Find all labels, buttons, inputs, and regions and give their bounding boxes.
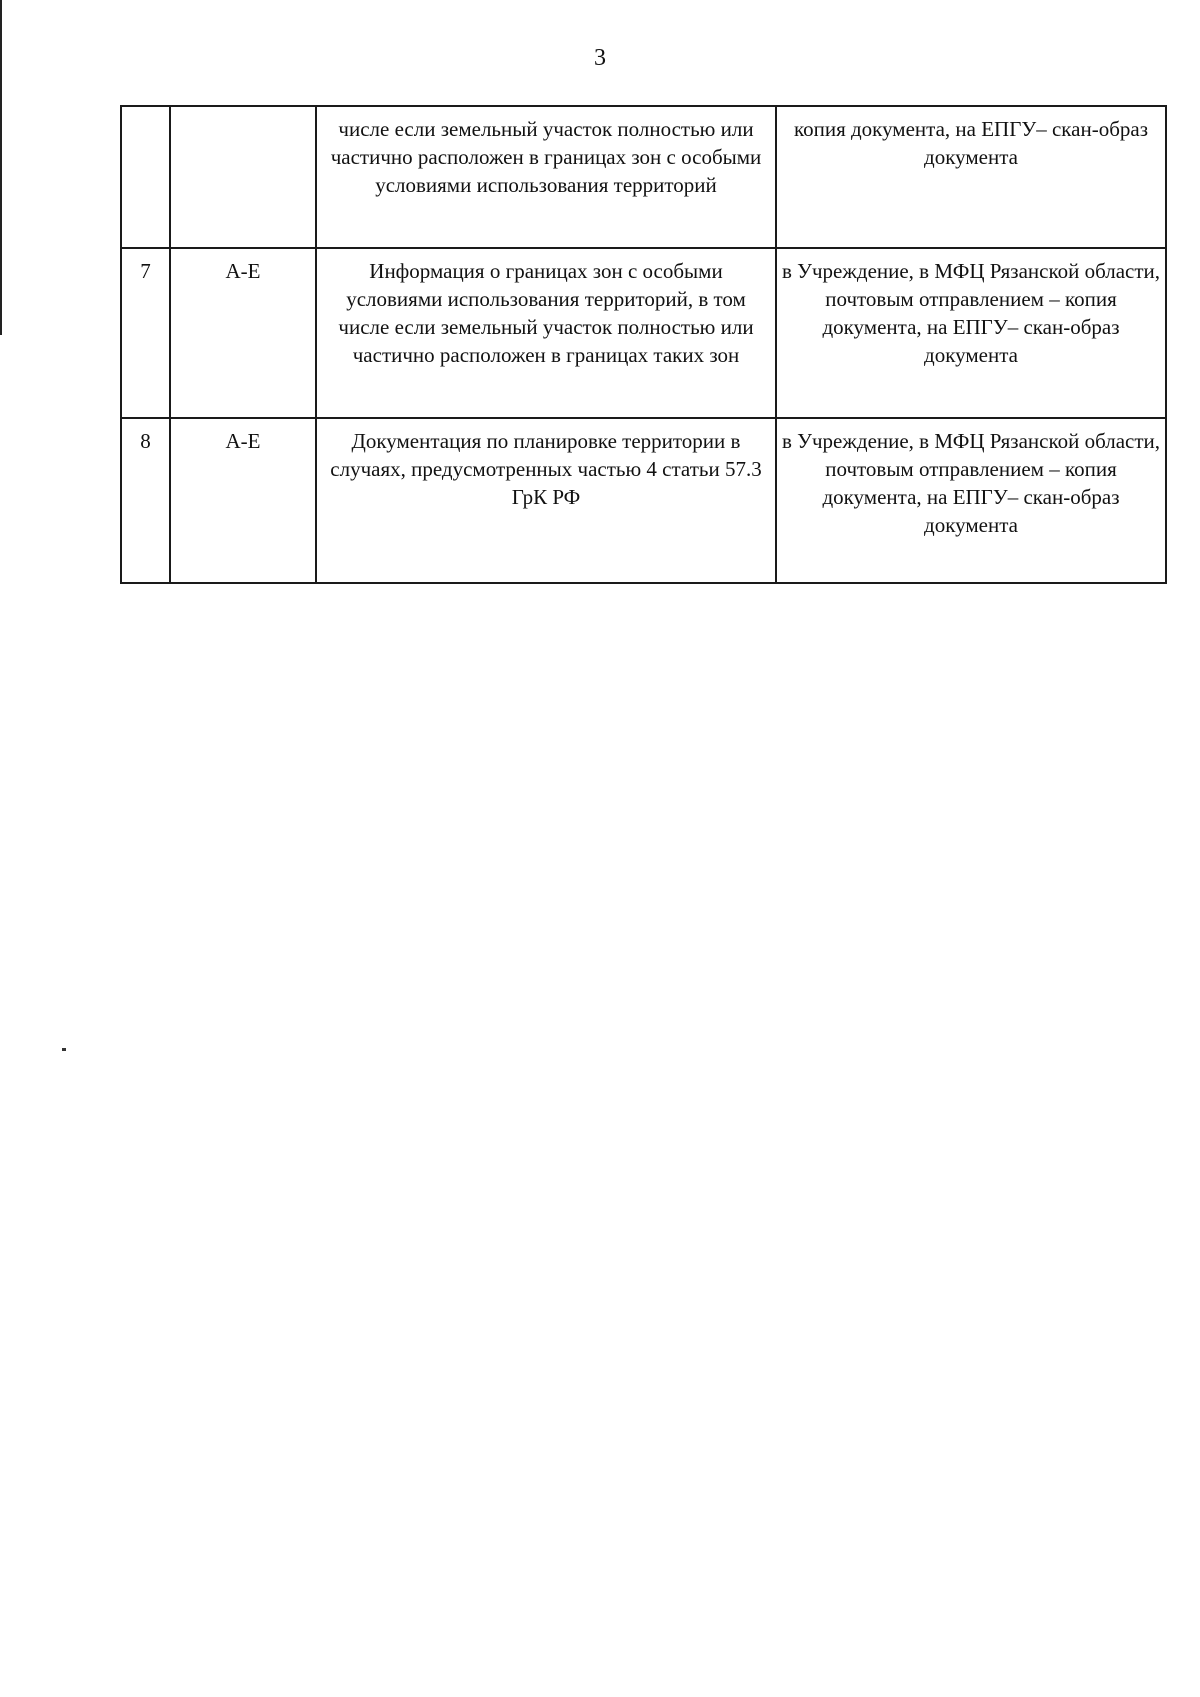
submission-method-cell: копия документа, на ЕПГУ– скан-образ документа (776, 106, 1166, 248)
row-number-cell: 7 (121, 248, 170, 418)
page-number: 3 (594, 45, 606, 71)
row-number-cell (121, 106, 170, 248)
row-number-cell: 8 (121, 418, 170, 583)
category-cell (170, 106, 316, 248)
scan-speck (62, 1048, 66, 1051)
documents-table (120, 105, 1167, 584)
document-cell: Документация по планировке территории в случаях, предусмотренных частью 4 статьи 57.3 ГрК РФ (316, 418, 776, 583)
submission-method-cell: в Учреждение, в МФЦ Рязанской области, почтовым отправлением – копия документа, на ЕПГУ– скан-образ документа (776, 418, 1166, 583)
submission-method-cell: в Учреждение, в МФЦ Рязанской области, почтовым отправлением – копия документа, на ЕПГУ– скан-образ документа (776, 248, 1166, 418)
table-row (121, 418, 1166, 583)
category-cell: А-Е (170, 418, 316, 583)
table-row (121, 106, 1166, 248)
document-cell: числе если земельный участок полностью или частично расположен в границах зон с особыми условиями использования территорий (316, 106, 776, 248)
table-row (121, 248, 1166, 418)
category-cell: А-Е (170, 248, 316, 418)
document-cell: Информация о границах зон с особыми условиями использования территорий, в том числе если земельный участок полностью или частично расположен в границах таких зон (316, 248, 776, 418)
